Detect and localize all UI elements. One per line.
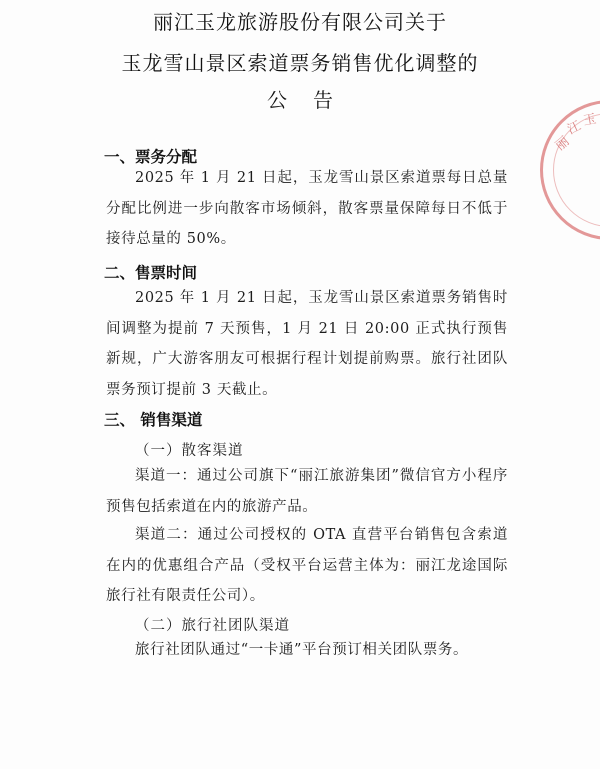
section-heading-ticket-allocation: 一、票务分配 <box>104 148 198 166</box>
paragraph-channel-two: 渠道二：通过公司授权的 OTA 直营平台销售包含索道在内的优惠组合产品（受权平台运营主体为：丽江龙途国际旅行社有限责任公司）。 <box>106 527 508 604</box>
seal-lettering: 玉 <box>582 111 598 129</box>
seal-lettering: 丽 <box>552 134 573 154</box>
paragraph-channel-one: 渠道一：通过公司旗下“丽江旅游集团”微信官方小程序预售包括索道在内的旅游产品。 <box>106 468 508 515</box>
document-title-line-1: 丽江玉龙旅游股份有限公司关于 <box>153 10 447 34</box>
subheading-group-channels: （二）旅行社团队渠道 <box>135 618 290 634</box>
company-seal-stamp <box>540 100 600 240</box>
section-heading-sales-channels: 三、 销售渠道 <box>104 411 203 429</box>
section-heading-sale-time: 二、售票时间 <box>104 264 198 282</box>
document-title-line-3: 公告 <box>267 88 359 112</box>
seal-lettering: 江 <box>565 118 584 138</box>
paragraph-group-channel: 旅行社团队通过“一卡通”平台预订相关团队票务。 <box>135 642 469 658</box>
subheading-individual-channels: （一）散客渠道 <box>135 443 244 459</box>
document-title-line-2: 玉龙雪山景区索道票务销售优化调整的 <box>121 51 479 75</box>
paragraph-sale-time: 2025 年 1 月 21 日起，玉龙雪山景区索道票务销售时间调整为提前 7 天预售，1 月 21 日 20:00 正式执行预售新规，广大游客朋友可根据行程计划提前购票。旅行社团队票务预订提前 3 天截止。 <box>106 290 508 398</box>
paragraph-ticket-allocation: 2025 年 1 月 21 日起，玉龙雪山景区索道票每日总量分配比例进一步向散客市场倾斜，散客票量保障每日不低于接待总量的 50%。 <box>106 170 508 247</box>
